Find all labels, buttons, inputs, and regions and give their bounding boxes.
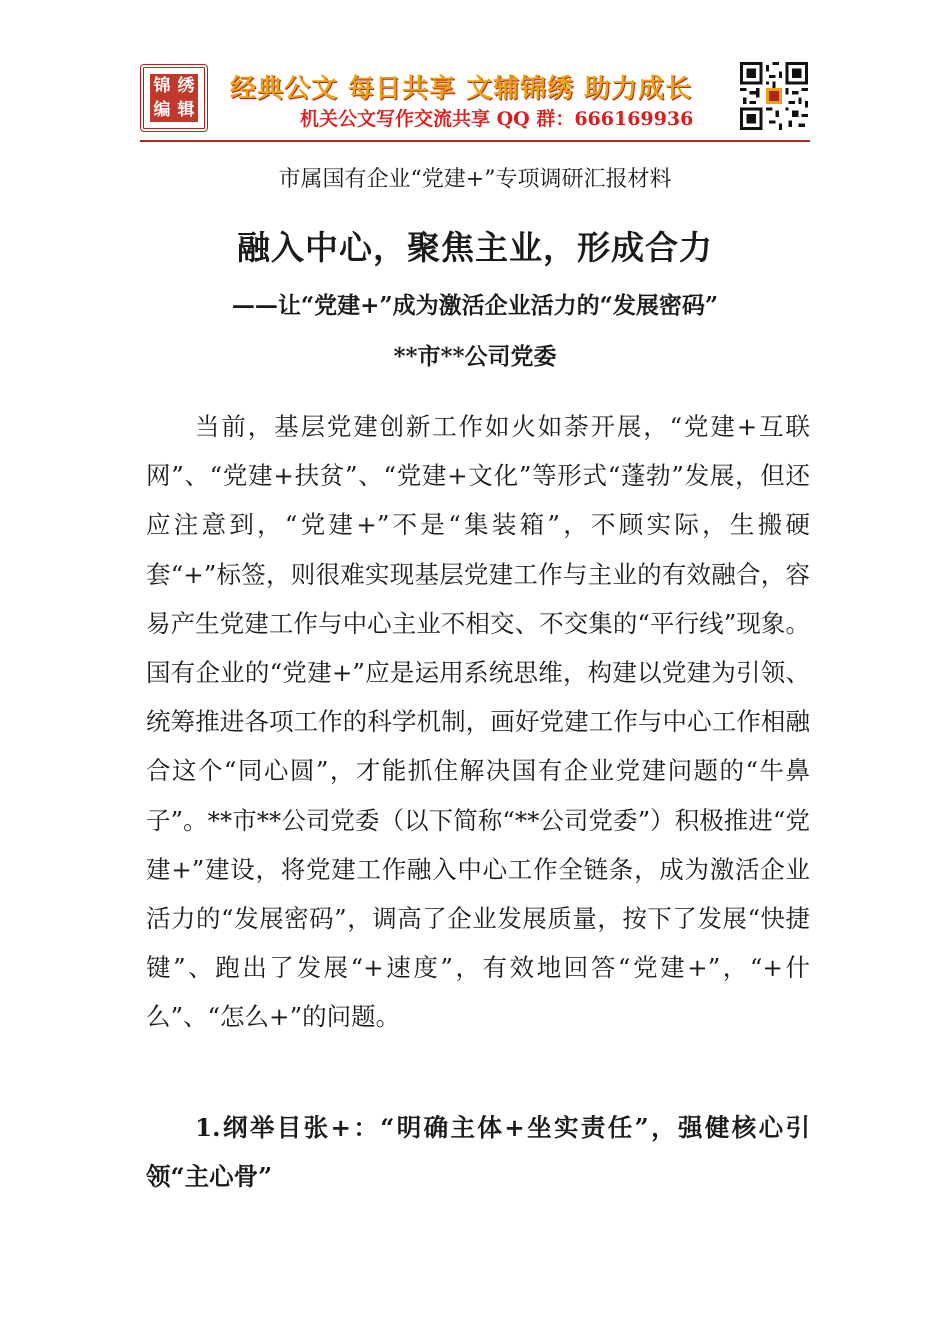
header-divider [140,140,810,142]
body-paragraph: 当前，基层党建创新工作如火如荼开展，“党建+互联网”、“党建+扶贫”、“党建+文化”等形式“蓬勃”发展，但还应注意到，“党建+”不是“集装箱”，不顾实际，生搬硬套“+”标签，则很难实现基层党建工作与主业的有效融合，容易产生党建工作与中心主业不相交、不交集的“平行线”现象。国有企业的“党建+”应是运用系统思维，构建以党建为引领、统筹推进各项工作的科学机制，画好党建工作与中心工作相融合这个“同心圆”，才能抓住解决国有企业党建问题的“牛鼻子”。**市**公司党委（以下简称“**公司党委”）积极推进“党建+”建设，将党建工作融入中心工作全链条，成为激活企业活力的“发展密码”，调高了企业发展质量，按下了发展“快捷键”、跑出了发展“+速度”，有效地回答“党建+”，“+什么”、“怎么+”的问题。 [146,412,810,1032]
seal-logo [140,64,208,132]
qr-code-icon [740,62,808,130]
header-slogan: 经典公文 每日共享 文辅锦绣 助力成长 [230,74,693,104]
qq-group-line: 机关公文写作交流共享 QQ 群：666169936 [300,108,694,130]
header-banner [140,60,810,136]
document-subtitle: ——让“党建+”成为激活企业活力的“发展密码” [231,292,719,319]
seal-char: 辑 [177,99,195,120]
document-title: 融入中心，聚焦主业，形成合力 [237,228,713,267]
seal-char: 锦 [153,75,171,96]
section-heading: 1.纲举目张+：“明确主体+坐实责任”，强健核心引领“主心骨” [146,1113,810,1191]
report-type-line: 市属国有企业“党建+”专项调研汇报材料 [278,167,672,192]
document-author: **市**公司党委 [393,343,557,370]
seal-char: 绣 [177,75,195,96]
seal-char: 编 [153,99,171,120]
